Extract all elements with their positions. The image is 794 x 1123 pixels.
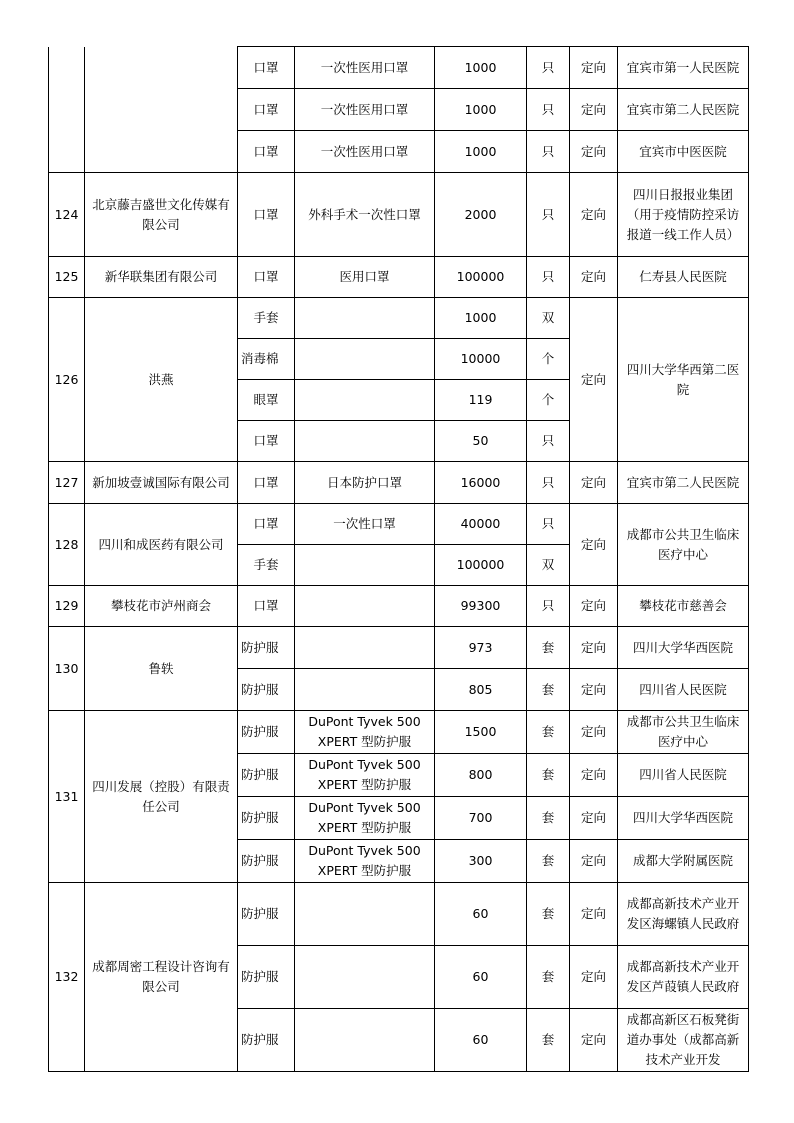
table-cell: 四川和成医药有限公司	[85, 504, 238, 586]
table-cell: 四川日报报业集团（用于疫情防控采访报道一线工作人员）	[618, 173, 749, 257]
table-cell: 防护服	[238, 627, 295, 669]
table-cell: 鲁轶	[85, 627, 238, 711]
table-cell: 防护服	[238, 754, 295, 797]
table-cell: 定向	[570, 89, 618, 131]
table-cell: 132	[49, 883, 85, 1072]
table-cell: 双	[527, 298, 570, 339]
table-cell: 只	[527, 47, 570, 89]
table-cell: 个	[527, 339, 570, 380]
table-cell: 1000	[435, 89, 527, 131]
table-cell: 只	[527, 504, 570, 545]
table-cell: 北京藤吉盛世文化传媒有限公司	[85, 173, 238, 257]
table-cell: 只	[527, 421, 570, 462]
table-cell: 定向	[570, 840, 618, 883]
table-cell: DuPont Tyvek 500 XPERT 型防护服	[295, 797, 435, 840]
table-cell: DuPont Tyvek 500 XPERT 型防护服	[295, 840, 435, 883]
table-row	[49, 257, 749, 298]
table-cell: 60	[435, 946, 527, 1009]
table-cell: 防护服	[238, 669, 295, 711]
table-cell: 119	[435, 380, 527, 421]
table-cell: 805	[435, 669, 527, 711]
table-cell: 四川省人民医院	[618, 669, 749, 711]
table-cell: 131	[49, 711, 85, 883]
table-cell: 973	[435, 627, 527, 669]
table-cell: 定向	[570, 47, 618, 89]
table-cell: 124	[49, 173, 85, 257]
table-cell: DuPont Tyvek 500 XPERT 型防护服	[295, 711, 435, 754]
table-cell	[295, 339, 435, 380]
table-cell	[295, 586, 435, 627]
table-cell: 只	[527, 131, 570, 173]
table-cell: 口罩	[238, 47, 295, 89]
table-cell: 300	[435, 840, 527, 883]
table-cell: 防护服	[238, 1009, 295, 1072]
table-cell	[295, 298, 435, 339]
table-row	[49, 47, 749, 89]
table-cell: 一次性医用口罩	[295, 89, 435, 131]
table-cell: 口罩	[238, 421, 295, 462]
table-cell: 攀枝花市慈善会	[618, 586, 749, 627]
table-cell: 一次性医用口罩	[295, 47, 435, 89]
table-cell: 100000	[435, 545, 527, 586]
table-cell: 口罩	[238, 504, 295, 545]
table-cell: 50	[435, 421, 527, 462]
table-cell: 套	[527, 627, 570, 669]
table-cell: 套	[527, 1009, 570, 1072]
table-cell	[295, 545, 435, 586]
table-cell: 定向	[570, 131, 618, 173]
table-cell: 定向	[570, 711, 618, 754]
table-cell	[295, 883, 435, 946]
table-cell: 成都大学附属医院	[618, 840, 749, 883]
table-cell: 日本防护口罩	[295, 462, 435, 504]
table-cell: 定向	[570, 946, 618, 1009]
table-cell: 宜宾市第二人民医院	[618, 462, 749, 504]
table-row	[49, 627, 749, 669]
table-cell: 1000	[435, 47, 527, 89]
table-cell: 60	[435, 883, 527, 946]
table-cell: 1000	[435, 298, 527, 339]
table-cell: 套	[527, 840, 570, 883]
table-cell: 四川大学华西医院	[618, 797, 749, 840]
table-cell: 防护服	[238, 797, 295, 840]
table-cell: 宜宾市第二人民医院	[618, 89, 749, 131]
table-cell: 口罩	[238, 89, 295, 131]
table-cell: 只	[527, 89, 570, 131]
table-cell: 宜宾市中医医院	[618, 131, 749, 173]
table-row	[49, 586, 749, 627]
table-cell: 定向	[570, 754, 618, 797]
table-cell: 129	[49, 586, 85, 627]
table-row	[49, 711, 749, 754]
table-cell: 定向	[570, 883, 618, 946]
table-cell: 消毒棉	[238, 339, 295, 380]
table-cell: 套	[527, 711, 570, 754]
table-cell: 套	[527, 946, 570, 1009]
table-cell: 定向	[570, 173, 618, 257]
table-cell: 1000	[435, 131, 527, 173]
table-cell: 只	[527, 257, 570, 298]
table-cell: 四川省人民医院	[618, 754, 749, 797]
table-cell	[295, 1009, 435, 1072]
table-cell: 只	[527, 462, 570, 504]
table-cell: 套	[527, 883, 570, 946]
table-cell: 126	[49, 298, 85, 462]
table-cell: 定向	[570, 257, 618, 298]
table-cell: 定向	[570, 627, 618, 669]
table-cell: 攀枝花市泸州商会	[85, 586, 238, 627]
table-cell: 外科手术一次性口罩	[295, 173, 435, 257]
table-cell: 定向	[570, 504, 618, 586]
table-row	[49, 173, 749, 257]
table-cell: 口罩	[238, 131, 295, 173]
table-cell: 定向	[570, 298, 618, 462]
table-cell: 新华联集团有限公司	[85, 257, 238, 298]
table-cell: 手套	[238, 298, 295, 339]
table-cell: 成都市公共卫生临床医疗中心	[618, 711, 749, 754]
table-cell: 套	[527, 797, 570, 840]
table-cell: 防护服	[238, 946, 295, 1009]
table-cell: 定向	[570, 669, 618, 711]
table-cell: 99300	[435, 586, 527, 627]
table-cell: 125	[49, 257, 85, 298]
table-cell: 成都高新技术产业开发区芦葭镇人民政府	[618, 946, 749, 1009]
table-cell: 医用口罩	[295, 257, 435, 298]
table-cell: 防护服	[238, 711, 295, 754]
table-cell: 双	[527, 545, 570, 586]
table-cell: 眼罩	[238, 380, 295, 421]
table-cell: 口罩	[238, 462, 295, 504]
table-cell	[295, 946, 435, 1009]
table-cell	[85, 47, 238, 173]
table-cell: 128	[49, 504, 85, 586]
table-cell: 套	[527, 754, 570, 797]
table-cell: 仁寿县人民医院	[618, 257, 749, 298]
table-cell: 成都周密工程设计咨询有限公司	[85, 883, 238, 1072]
table-cell: 40000	[435, 504, 527, 545]
table-cell: 定向	[570, 586, 618, 627]
table-cell: 四川大学华西第二医院	[618, 298, 749, 462]
table-cell: 个	[527, 380, 570, 421]
table-cell: DuPont Tyvek 500 XPERT 型防护服	[295, 754, 435, 797]
table-row	[49, 504, 749, 545]
table-cell: 定向	[570, 1009, 618, 1072]
table-cell: 60	[435, 1009, 527, 1072]
table-cell: 防护服	[238, 883, 295, 946]
table-cell: 套	[527, 669, 570, 711]
table-cell: 成都高新技术产业开发区海螺镇人民政府	[618, 883, 749, 946]
table-cell: 1500	[435, 711, 527, 754]
table-cell	[49, 47, 85, 173]
table-cell: 新加坡壹诚国际有限公司	[85, 462, 238, 504]
table-cell: 130	[49, 627, 85, 711]
table-cell	[295, 627, 435, 669]
table-cell: 只	[527, 173, 570, 257]
table-cell: 口罩	[238, 173, 295, 257]
table-cell: 防护服	[238, 840, 295, 883]
table-cell: 手套	[238, 545, 295, 586]
table-cell: 成都市公共卫生临床医疗中心	[618, 504, 749, 586]
table-cell: 口罩	[238, 586, 295, 627]
table-cell: 127	[49, 462, 85, 504]
table-cell: 16000	[435, 462, 527, 504]
table-cell: 四川大学华西医院	[618, 627, 749, 669]
table-cell	[295, 669, 435, 711]
table-cell: 一次性口罩	[295, 504, 435, 545]
table-cell: 洪燕	[85, 298, 238, 462]
table-body	[49, 47, 749, 1072]
table-cell: 2000	[435, 173, 527, 257]
table-cell: 10000	[435, 339, 527, 380]
table-cell: 定向	[570, 797, 618, 840]
table-row	[49, 298, 749, 339]
donation-table	[48, 46, 749, 1072]
table-cell: 100000	[435, 257, 527, 298]
table-cell	[295, 421, 435, 462]
table-cell: 只	[527, 586, 570, 627]
table-cell	[295, 380, 435, 421]
table-cell: 700	[435, 797, 527, 840]
table-cell: 四川发展（控股）有限责任公司	[85, 711, 238, 883]
table-cell: 定向	[570, 462, 618, 504]
table-row	[49, 883, 749, 946]
table-cell: 口罩	[238, 257, 295, 298]
table-cell: 一次性医用口罩	[295, 131, 435, 173]
table-cell: 成都高新区石板凳街道办事处（成都高新技术产业开发	[618, 1009, 749, 1072]
table-row	[49, 462, 749, 504]
table-cell: 800	[435, 754, 527, 797]
table-cell: 宜宾市第一人民医院	[618, 47, 749, 89]
